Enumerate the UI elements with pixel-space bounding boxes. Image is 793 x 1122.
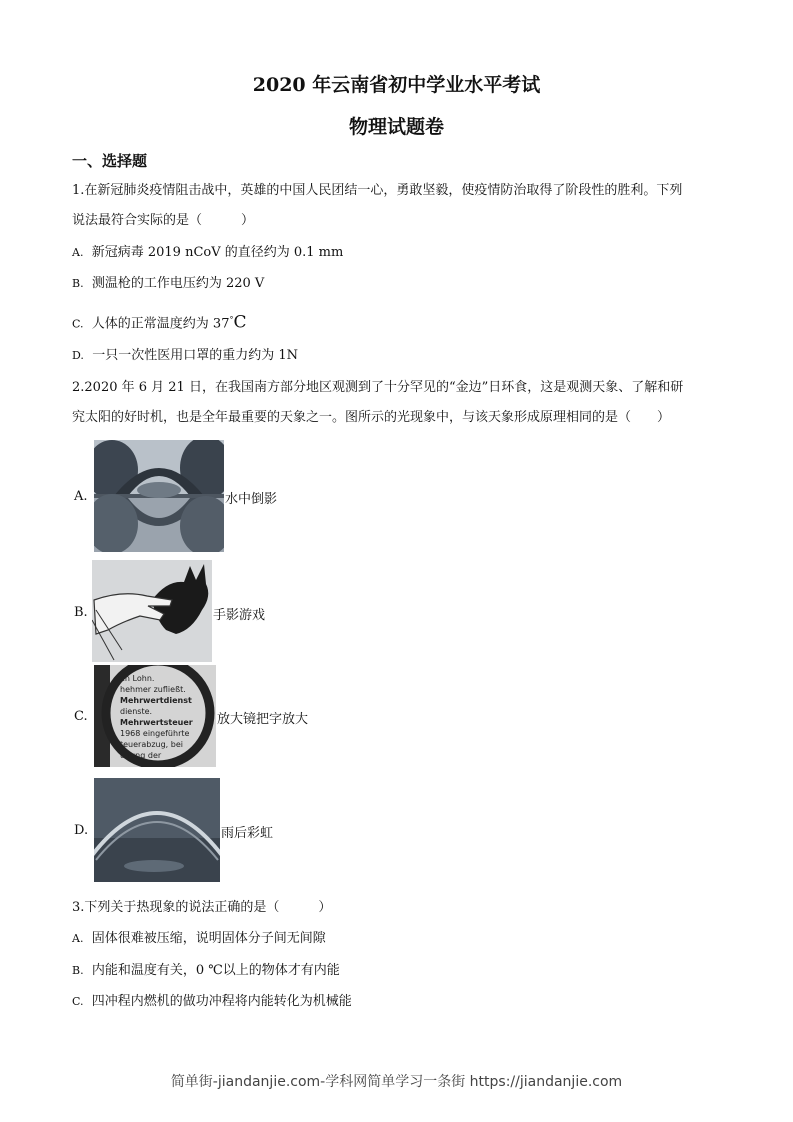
option-text: 新冠病毒 2019 nCoV 的直径约为 0.1 mm [91, 245, 344, 260]
bridge-reflection-image [94, 440, 224, 552]
option-text: 内能和温度有关，0 ℃以上的物体才有内能 [91, 963, 340, 978]
q1-option-b [72, 275, 264, 293]
degree-symbol: ° [229, 315, 234, 324]
q3-option-a [72, 930, 326, 948]
magnified-text-block [120, 673, 193, 761]
q3-option-c [72, 993, 352, 1011]
option-text: 固体很难被压缩，说明固体分子间无间隙 [91, 931, 326, 946]
page-footer: 简单街-jiandanjie.com-学科网简单学习一条街 https://jiandanjie.com [170, 1074, 623, 1090]
hand-shadow-image [92, 560, 212, 662]
q2-stem-line2: 究太阳的好时机，也是全年最重要的天象之一。图所示的光现象中，与该天象形成原理相同的是（ ） [72, 410, 671, 425]
q3-stem: 3.下列关于热现象的说法正确的是（ ） [72, 900, 332, 915]
option-text: 四冲程内燃机的做功冲程将内能转化为机械能 [91, 994, 352, 1009]
magnified-text-line: ulfung der [120, 751, 162, 760]
q1-option-c [72, 311, 247, 333]
option-letter: B. [72, 964, 84, 977]
q3-option-b [72, 962, 340, 980]
magnified-text-line: 1968 eingeführte [120, 729, 190, 738]
magnified-text-line: en Lohn. [120, 674, 155, 683]
q1-option-d [72, 347, 298, 365]
q1-stem-line2: 说法最符合实际的是（ ） [72, 213, 255, 228]
page-title: 2020 年云南省初中学业水平考试 [252, 74, 541, 96]
q2-option-a-letter: A. [74, 489, 88, 504]
rainbow-image [94, 778, 220, 882]
magnifier-image [94, 665, 216, 767]
option-letter: C. [72, 995, 84, 1008]
magnified-text-line: dienste. [120, 707, 153, 716]
option-letter: A. [72, 246, 84, 259]
q1-option-a [72, 244, 343, 262]
magnified-text-line: hehmer zufließt. [120, 685, 186, 694]
magnified-text-line: teuerabzug, bei [120, 740, 183, 749]
section-heading: 一、选择题 [72, 152, 148, 170]
option-letter: A. [72, 932, 84, 945]
option-text: 测温枪的工作电压约为 220 V [91, 276, 265, 291]
magnified-text-line: Mehrwertsteuer [120, 718, 193, 727]
q2-option-b-letter: B. [74, 605, 88, 620]
q1-stem-line1: 1.在新冠肺炎疫情阻击战中，英雄的中国人民团结一心，勇敢坚毅，使疫情防治取得了阶段性的胜利。下列 [72, 183, 683, 198]
q2-stem-line1: 2.2020 年 6 月 21 日，在我国南方部分地区观测到了十分罕见的“金边”日环食，这是观测天象、了解和研 [72, 380, 684, 395]
q2-option-b-label: 手影游戏 [213, 608, 266, 623]
q2-option-c-label: 放大镜把字放大 [217, 712, 309, 727]
magnified-text-line: Mehrwertdienst [120, 696, 192, 705]
q2-option-d-label: 雨后彩虹 [221, 826, 274, 841]
celsius-symbol: C [233, 312, 247, 333]
q2-option-c-letter: C. [74, 709, 88, 724]
option-text: 一只一次性医用口罩的重力约为 1N [92, 348, 298, 363]
q2-option-a-label: 水中倒影 [225, 492, 278, 507]
option-text: 人体的正常温度约为 37 [91, 316, 230, 332]
page-subtitle: 物理试题卷 [348, 116, 444, 138]
option-letter: C. [72, 317, 84, 331]
q2-option-d-letter: D. [74, 823, 89, 838]
option-letter: B. [72, 277, 84, 290]
option-letter: D. [72, 349, 84, 362]
